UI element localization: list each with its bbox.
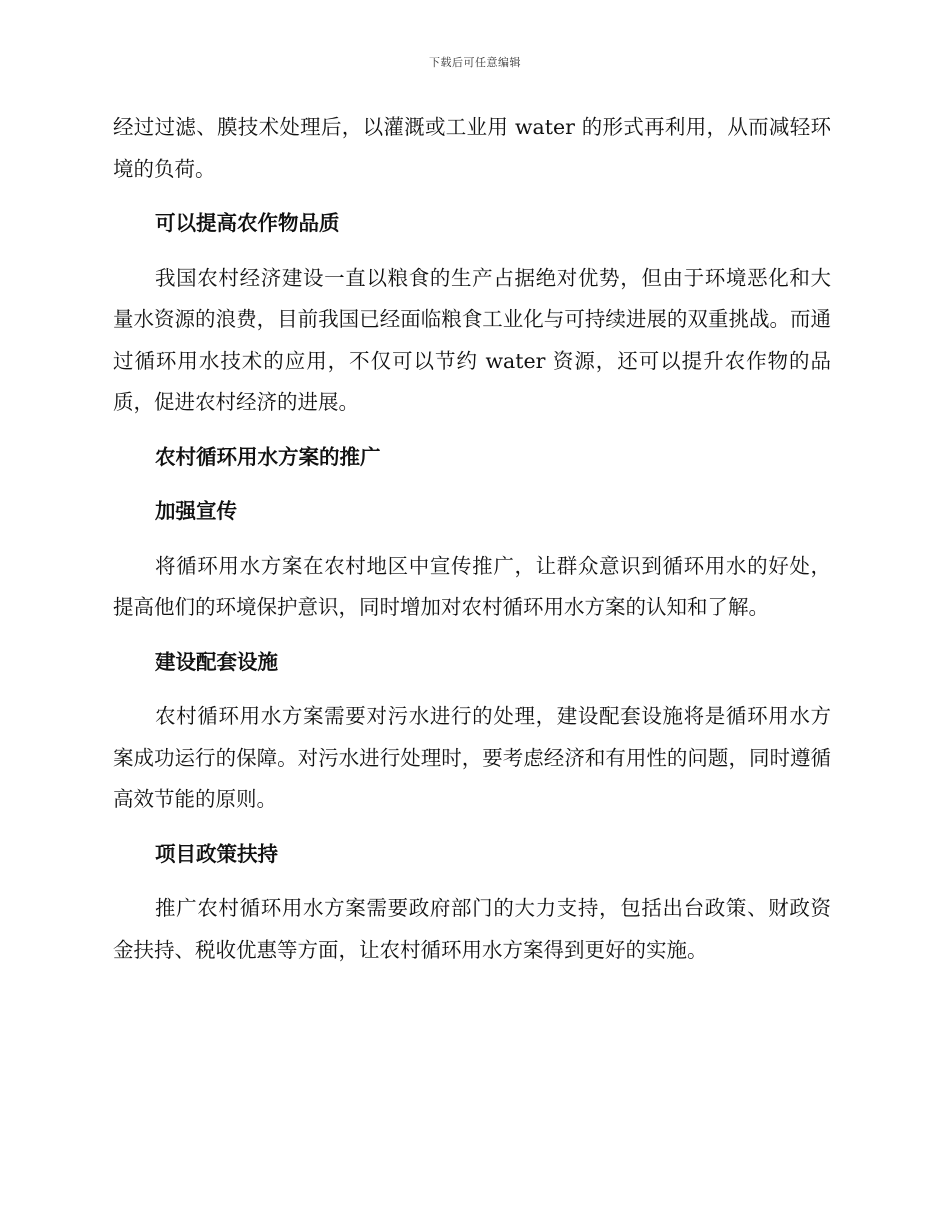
document-body — [113, 107, 831, 971]
page-header: 下载后可任意编辑 — [429, 56, 521, 69]
paragraph-intro: 经过过滤、膜技术处理后，以灌溉或工业用 water 的形式再利用，从而减轻环境的负荷。 — [113, 115, 831, 181]
heading-publicity: 加强宣传 — [155, 499, 237, 523]
paragraph-publicity: 将循环用水方案在农村地区中宣传推广，让群众意识到循环用水的好处，提高他们的环境保护意识，同时增加对农村循环用水方案的认知和了解。 — [113, 553, 831, 619]
paragraph-crop-quality: 我国农村经济建设一直以粮食的生产占据绝对优势，但由于环境恶化和大量水资源的浪费，目前我国已经面临粮食工业化与可持续进展的双重挑战。而通过循环用水技术的应用，不仅可以节约 water 资源，还可以提升农作物的品质，促进农村经济的进展。 — [113, 265, 831, 414]
heading-improve-crop-quality: 可以提高农作物品质 — [155, 211, 340, 235]
heading-promotion: 农村循环用水方案的推广 — [155, 444, 381, 469]
paragraph-policy-support: 推广农村循环用水方案需要政府部门的大力支持，包括出台政策、财政资金扶持、税收优惠等方面，让农村循环用水方案得到更好的实施。 — [113, 896, 831, 962]
heading-policy-support: 项目政策扶持 — [155, 841, 278, 866]
paragraph-facilities: 农村循环用水方案需要对污水进行的处理，建设配套设施将是循环用水方案成功运行的保障。对污水进行处理时，要考虑经济和有用性的问题，同时遵循高效节能的原则。 — [113, 704, 831, 811]
heading-facilities: 建设配套设施 — [155, 649, 278, 674]
